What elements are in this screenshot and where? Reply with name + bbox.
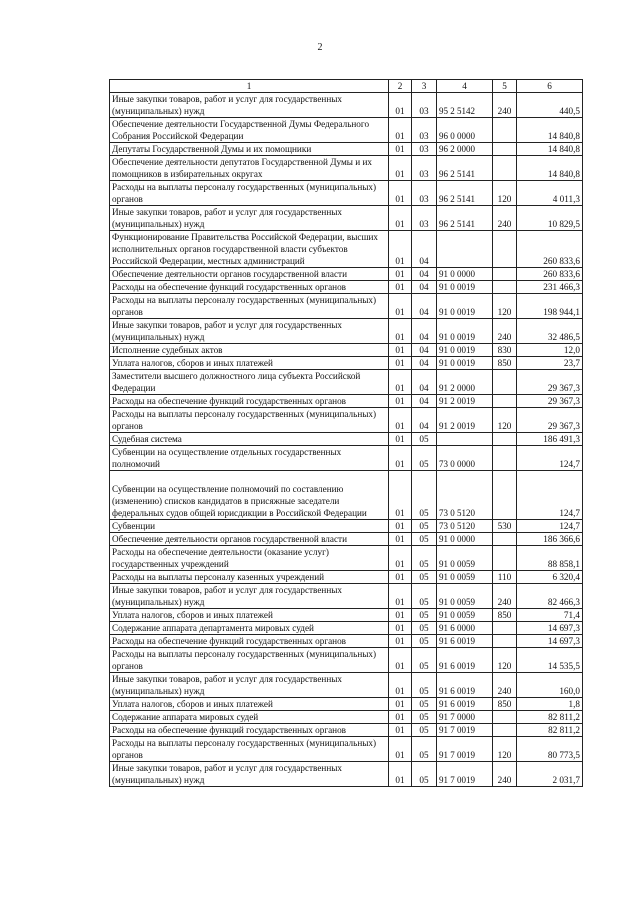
row-amount-cell: 82 466,3 <box>517 584 583 609</box>
row-target-article-cell: 91 6 0019 <box>437 635 493 648</box>
row-section-cell: 01 <box>389 648 412 673</box>
row-amount-cell: 124,7 <box>517 520 583 533</box>
row-target-article-cell: 73 0 5120 <box>437 520 493 533</box>
row-name-cell: Судебная система <box>110 433 389 446</box>
row-section-cell: 01 <box>389 724 412 737</box>
table-row <box>110 357 583 370</box>
row-subsection-cell: 04 <box>412 370 437 395</box>
row-name-cell: Расходы на выплаты персоналу казенных учреждений <box>110 571 389 584</box>
row-name-cell: Субвенции <box>110 520 389 533</box>
budget-table <box>109 79 583 787</box>
row-section-cell: 01 <box>389 395 412 408</box>
row-name-cell: Иные закупки товаров, работ и услуг для государственных (муниципальных) нужд <box>110 93 389 118</box>
row-expense-type-cell <box>493 724 517 737</box>
row-section-cell: 01 <box>389 622 412 635</box>
table-row <box>110 143 583 156</box>
row-amount-cell: 124,7 <box>517 471 583 520</box>
row-section-cell: 01 <box>389 231 412 268</box>
row-subsection-cell: 03 <box>412 118 437 143</box>
row-amount-cell: 14 840,8 <box>517 143 583 156</box>
row-name-cell: Расходы на обеспечение функций государственных органов <box>110 395 389 408</box>
table-row <box>110 268 583 281</box>
row-section-cell: 01 <box>389 533 412 546</box>
row-amount-cell: 10 829,5 <box>517 206 583 231</box>
table-row <box>110 319 583 344</box>
row-subsection-cell: 05 <box>412 533 437 546</box>
table-row <box>110 584 583 609</box>
header-col-3: 3 <box>412 80 437 93</box>
row-subsection-cell: 03 <box>412 93 437 118</box>
row-subsection-cell: 05 <box>412 546 437 571</box>
row-section-cell: 01 <box>389 446 412 471</box>
row-amount-cell: 88 858,1 <box>517 546 583 571</box>
row-amount-cell: 231 466,3 <box>517 281 583 294</box>
row-amount-cell: 186 491,3 <box>517 433 583 446</box>
row-section-cell: 01 <box>389 268 412 281</box>
header-col-5: 5 <box>493 80 517 93</box>
row-expense-type-cell <box>493 471 517 520</box>
table-row <box>110 533 583 546</box>
row-name-cell: Расходы на выплаты персоналу государственных (муниципальных) органов <box>110 737 389 762</box>
row-subsection-cell: 04 <box>412 344 437 357</box>
row-target-article-cell: 96 2 0000 <box>437 143 493 156</box>
row-amount-cell: 260 833,6 <box>517 231 583 268</box>
row-subsection-cell: 04 <box>412 268 437 281</box>
row-target-article-cell: 91 0 0019 <box>437 357 493 370</box>
row-section-cell: 01 <box>389 698 412 711</box>
row-expense-type-cell: 830 <box>493 344 517 357</box>
row-subsection-cell: 04 <box>412 395 437 408</box>
row-name-cell: Расходы на выплаты персоналу государственных (муниципальных) органов <box>110 181 389 206</box>
row-subsection-cell: 05 <box>412 724 437 737</box>
row-amount-cell: 1,8 <box>517 698 583 711</box>
row-name-cell: Заместители высшего должностного лица субъекта Российской Федерации <box>110 370 389 395</box>
row-section-cell: 01 <box>389 294 412 319</box>
table-row <box>110 711 583 724</box>
row-subsection-cell: 03 <box>412 206 437 231</box>
row-target-article-cell: 91 7 0000 <box>437 711 493 724</box>
row-expense-type-cell <box>493 231 517 268</box>
table-row <box>110 648 583 673</box>
row-amount-cell: 2 031,7 <box>517 762 583 787</box>
row-subsection-cell: 05 <box>412 471 437 520</box>
row-section-cell: 01 <box>389 433 412 446</box>
row-section-cell: 01 <box>389 471 412 520</box>
table-row <box>110 181 583 206</box>
row-amount-cell: 14 697,3 <box>517 635 583 648</box>
table-row <box>110 446 583 471</box>
table-row <box>110 433 583 446</box>
row-subsection-cell: 04 <box>412 294 437 319</box>
row-amount-cell: 124,7 <box>517 446 583 471</box>
row-target-article-cell: 91 2 0019 <box>437 395 493 408</box>
row-target-article-cell: 91 0 0000 <box>437 533 493 546</box>
row-amount-cell: 198 944,1 <box>517 294 583 319</box>
row-amount-cell: 186 366,6 <box>517 533 583 546</box>
row-name-cell: Содержание аппарата мировых судей <box>110 711 389 724</box>
row-section-cell: 01 <box>389 281 412 294</box>
row-amount-cell: 12,0 <box>517 344 583 357</box>
row-target-article-cell <box>437 231 493 268</box>
row-amount-cell: 4 011,3 <box>517 181 583 206</box>
row-amount-cell: 82 811,2 <box>517 711 583 724</box>
row-expense-type-cell <box>493 281 517 294</box>
row-section-cell: 01 <box>389 344 412 357</box>
table-row <box>110 93 583 118</box>
row-name-cell: Содержание аппарата департамента мировых судей <box>110 622 389 635</box>
row-name-cell: Иные закупки товаров, работ и услуг для государственных (муниципальных) нужд <box>110 584 389 609</box>
row-target-article-cell: 73 0 0000 <box>437 446 493 471</box>
row-subsection-cell: 05 <box>412 609 437 622</box>
row-amount-cell: 6 320,4 <box>517 571 583 584</box>
row-target-article-cell: 91 6 0019 <box>437 698 493 711</box>
row-subsection-cell: 05 <box>412 673 437 698</box>
row-amount-cell: 14 840,8 <box>517 156 583 181</box>
table-row <box>110 344 583 357</box>
row-amount-cell: 29 367,3 <box>517 395 583 408</box>
row-expense-type-cell: 850 <box>493 698 517 711</box>
row-expense-type-cell <box>493 622 517 635</box>
row-target-article-cell: 91 0 0019 <box>437 319 493 344</box>
row-expense-type-cell <box>493 533 517 546</box>
row-target-article-cell: 91 2 0019 <box>437 408 493 433</box>
row-section-cell: 01 <box>389 762 412 787</box>
row-expense-type-cell <box>493 635 517 648</box>
row-expense-type-cell <box>493 711 517 724</box>
row-subsection-cell: 04 <box>412 357 437 370</box>
table-row <box>110 471 583 520</box>
row-subsection-cell: 03 <box>412 143 437 156</box>
row-section-cell: 01 <box>389 635 412 648</box>
row-section-cell: 01 <box>389 156 412 181</box>
row-target-article-cell: 91 0 0059 <box>437 571 493 584</box>
row-expense-type-cell <box>493 370 517 395</box>
row-section-cell: 01 <box>389 737 412 762</box>
row-name-cell: Расходы на выплаты персоналу государственных (муниципальных) органов <box>110 408 389 433</box>
table-row <box>110 294 583 319</box>
row-section-cell: 01 <box>389 206 412 231</box>
row-name-cell: Исполнение судебных актов <box>110 344 389 357</box>
row-amount-cell: 14 535,5 <box>517 648 583 673</box>
row-section-cell: 01 <box>389 93 412 118</box>
table-row <box>110 635 583 648</box>
table-row <box>110 698 583 711</box>
row-name-cell: Обеспечение деятельности органов государственной власти <box>110 533 389 546</box>
row-expense-type-cell <box>493 395 517 408</box>
row-subsection-cell: 05 <box>412 433 437 446</box>
row-section-cell: 01 <box>389 546 412 571</box>
row-subsection-cell: 03 <box>412 181 437 206</box>
row-target-article-cell: 91 6 0000 <box>437 622 493 635</box>
row-amount-cell: 260 833,6 <box>517 268 583 281</box>
row-expense-type-cell: 120 <box>493 408 517 433</box>
row-name-cell: Обеспечение деятельности Государственной Думы Федерального Собрания Российской Федерации <box>110 118 389 143</box>
row-expense-type-cell: 240 <box>493 762 517 787</box>
row-subsection-cell: 05 <box>412 635 437 648</box>
row-subsection-cell: 05 <box>412 737 437 762</box>
row-target-article-cell: 91 7 0019 <box>437 762 493 787</box>
table-row <box>110 281 583 294</box>
row-section-cell: 01 <box>389 673 412 698</box>
row-amount-cell: 440,5 <box>517 93 583 118</box>
row-section-cell: 01 <box>389 143 412 156</box>
row-target-article-cell: 91 2 0000 <box>437 370 493 395</box>
header-col-2: 2 <box>389 80 412 93</box>
row-name-cell: Обеспечение деятельности органов государственной власти <box>110 268 389 281</box>
row-name-cell: Уплата налогов, сборов и иных платежей <box>110 698 389 711</box>
row-amount-cell: 23,7 <box>517 357 583 370</box>
row-target-article-cell: 91 0 0019 <box>437 344 493 357</box>
row-subsection-cell: 05 <box>412 571 437 584</box>
row-subsection-cell: 05 <box>412 762 437 787</box>
row-expense-type-cell: 240 <box>493 584 517 609</box>
table-row <box>110 395 583 408</box>
row-name-cell: Иные закупки товаров, работ и услуг для государственных (муниципальных) нужд <box>110 206 389 231</box>
row-section-cell: 01 <box>389 711 412 724</box>
row-expense-type-cell <box>493 118 517 143</box>
row-amount-cell: 80 773,5 <box>517 737 583 762</box>
row-target-article-cell: 96 2 5141 <box>437 206 493 231</box>
row-amount-cell: 29 367,3 <box>517 370 583 395</box>
row-name-cell: Субвенции на осуществление отдельных государственных полномочий <box>110 446 389 471</box>
row-subsection-cell: 04 <box>412 408 437 433</box>
row-name-cell: Расходы на выплаты персоналу государственных (муниципальных) органов <box>110 648 389 673</box>
row-name-cell: Иные закупки товаров, работ и услуг для государственных (муниципальных) нужд <box>110 762 389 787</box>
table-row <box>110 231 583 268</box>
header-col-6: 6 <box>517 80 583 93</box>
row-target-article-cell: 96 2 5141 <box>437 181 493 206</box>
row-target-article-cell: 91 7 0019 <box>437 724 493 737</box>
row-subsection-cell: 05 <box>412 584 437 609</box>
row-section-cell: 01 <box>389 319 412 344</box>
row-target-article-cell: 91 0 0059 <box>437 584 493 609</box>
row-subsection-cell: 05 <box>412 648 437 673</box>
row-amount-cell: 82 811,2 <box>517 724 583 737</box>
table-row <box>110 520 583 533</box>
table-row <box>110 546 583 571</box>
row-name-cell: Обеспечение деятельности депутатов Государственной Думы и их помощников в избирательных округах <box>110 156 389 181</box>
row-name-cell: Расходы на выплаты персоналу государственных (муниципальных) органов <box>110 294 389 319</box>
row-amount-cell: 29 367,3 <box>517 408 583 433</box>
row-name-cell: Расходы на обеспечение функций государственных органов <box>110 724 389 737</box>
row-subsection-cell: 05 <box>412 711 437 724</box>
row-expense-type-cell <box>493 546 517 571</box>
table-row <box>110 156 583 181</box>
row-amount-cell: 160,0 <box>517 673 583 698</box>
table-row <box>110 370 583 395</box>
row-section-cell: 01 <box>389 609 412 622</box>
row-expense-type-cell <box>493 433 517 446</box>
row-expense-type-cell: 530 <box>493 520 517 533</box>
row-amount-cell: 14 840,8 <box>517 118 583 143</box>
row-target-article-cell: 91 7 0019 <box>437 737 493 762</box>
table-row <box>110 206 583 231</box>
row-subsection-cell: 05 <box>412 622 437 635</box>
row-expense-type-cell: 850 <box>493 357 517 370</box>
row-expense-type-cell: 240 <box>493 673 517 698</box>
table-row <box>110 408 583 433</box>
row-amount-cell: 32 486,5 <box>517 319 583 344</box>
table-row <box>110 673 583 698</box>
row-name-cell: Субвенции на осуществление полномочий по составлению (изменению) списков кандидатов в присяжные заседатели федеральных судов общей юрисдикции в Российской Федерации <box>110 471 389 520</box>
table-row <box>110 571 583 584</box>
table-row <box>110 724 583 737</box>
row-expense-type-cell: 120 <box>493 294 517 319</box>
page-number: 2 <box>317 42 323 53</box>
row-expense-type-cell <box>493 446 517 471</box>
header-col-1: 1 <box>110 80 389 93</box>
row-expense-type-cell: 120 <box>493 648 517 673</box>
row-name-cell: Уплата налогов, сборов и иных платежей <box>110 357 389 370</box>
row-target-article-cell: 91 0 0059 <box>437 609 493 622</box>
table-row <box>110 622 583 635</box>
row-target-article-cell: 91 0 0000 <box>437 268 493 281</box>
row-target-article-cell: 91 0 0059 <box>437 546 493 571</box>
row-subsection-cell: 05 <box>412 520 437 533</box>
row-section-cell: 01 <box>389 520 412 533</box>
row-amount-cell: 71,4 <box>517 609 583 622</box>
row-section-cell: 01 <box>389 181 412 206</box>
row-expense-type-cell: 110 <box>493 571 517 584</box>
table-row <box>110 762 583 787</box>
row-expense-type-cell: 240 <box>493 319 517 344</box>
row-subsection-cell: 03 <box>412 156 437 181</box>
header-col-4: 4 <box>437 80 493 93</box>
row-section-cell: 01 <box>389 118 412 143</box>
row-target-article-cell: 95 2 5142 <box>437 93 493 118</box>
row-subsection-cell: 04 <box>412 281 437 294</box>
row-name-cell: Расходы на обеспечение функций государственных органов <box>110 281 389 294</box>
row-section-cell: 01 <box>389 370 412 395</box>
row-target-article-cell: 91 0 0019 <box>437 294 493 319</box>
row-name-cell: Функционирование Правительства Российской Федерации, высших исполнительных органов государственной власти субъектов Российской Федерации, местных администраций <box>110 231 389 268</box>
row-target-article-cell: 91 6 0019 <box>437 673 493 698</box>
row-amount-cell: 14 697,3 <box>517 622 583 635</box>
row-section-cell: 01 <box>389 357 412 370</box>
row-expense-type-cell: 120 <box>493 181 517 206</box>
row-section-cell: 01 <box>389 571 412 584</box>
table-header-row <box>110 80 583 93</box>
row-expense-type-cell: 240 <box>493 93 517 118</box>
row-expense-type-cell <box>493 268 517 281</box>
row-section-cell: 01 <box>389 408 412 433</box>
row-target-article-cell <box>437 433 493 446</box>
row-name-cell: Расходы на обеспечение деятельности (оказание услуг) государственных учреждений <box>110 546 389 571</box>
row-subsection-cell: 04 <box>412 319 437 344</box>
row-target-article-cell: 91 6 0019 <box>437 648 493 673</box>
row-section-cell: 01 <box>389 584 412 609</box>
row-target-article-cell: 96 0 0000 <box>437 118 493 143</box>
row-target-article-cell: 73 0 5120 <box>437 471 493 520</box>
row-target-article-cell: 91 0 0019 <box>437 281 493 294</box>
row-subsection-cell: 05 <box>412 446 437 471</box>
row-name-cell: Депутаты Государственной Думы и их помощники <box>110 143 389 156</box>
row-subsection-cell: 05 <box>412 698 437 711</box>
row-expense-type-cell <box>493 156 517 181</box>
row-target-article-cell: 96 2 5141 <box>437 156 493 181</box>
row-expense-type-cell <box>493 143 517 156</box>
row-expense-type-cell: 240 <box>493 206 517 231</box>
row-name-cell: Расходы на обеспечение функций государственных органов <box>110 635 389 648</box>
row-expense-type-cell: 850 <box>493 609 517 622</box>
row-subsection-cell: 04 <box>412 231 437 268</box>
row-name-cell: Иные закупки товаров, работ и услуг для государственных (муниципальных) нужд <box>110 673 389 698</box>
table-row <box>110 609 583 622</box>
table-body <box>110 93 583 787</box>
row-expense-type-cell: 120 <box>493 737 517 762</box>
row-name-cell: Иные закупки товаров, работ и услуг для государственных (муниципальных) нужд <box>110 319 389 344</box>
table-row <box>110 737 583 762</box>
row-name-cell: Уплата налогов, сборов и иных платежей <box>110 609 389 622</box>
table-row <box>110 118 583 143</box>
